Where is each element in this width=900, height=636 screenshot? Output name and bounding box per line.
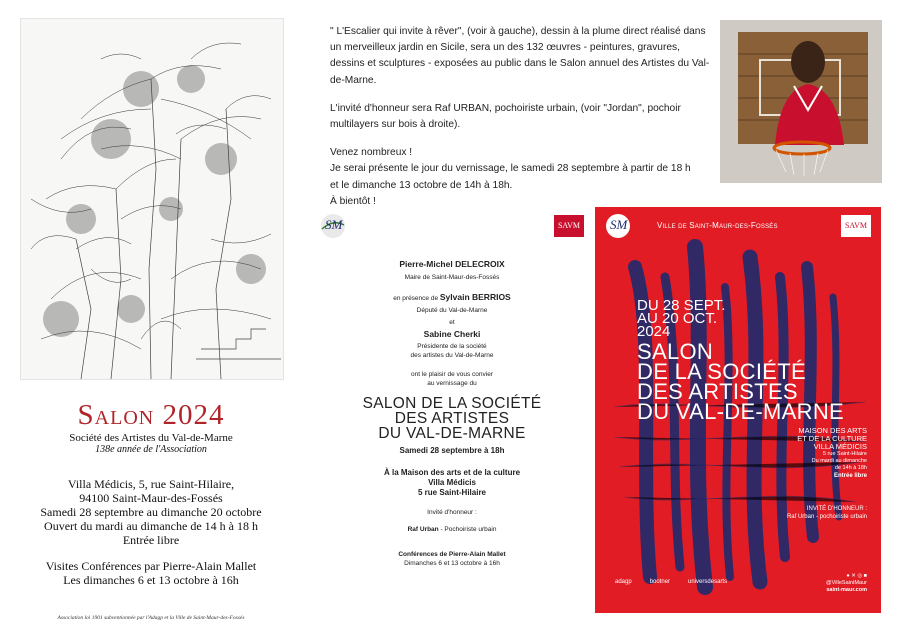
- guest1-name: Sylvain BERRIOS: [439, 292, 511, 302]
- dates-line: Samedi 28 septembre au dimanche 20 octobre: [40, 505, 262, 519]
- host-name: Pierre-Michel DELECROIX: [399, 259, 505, 269]
- escalier-sketch-image: [20, 18, 284, 380]
- guest2-role2: des artistes du Val-de-Marne: [410, 352, 494, 359]
- guest2-name: Sabine Cherki: [423, 329, 481, 339]
- social-icons: [826, 573, 867, 580]
- poster-venue: MAISON DES ARTS ET DE LA CULTURE VILLA MÉDICIS 5 rue Saint-Hilaire Du mardi au dimanche de 14h à 18h Entrée libre: [797, 426, 867, 479]
- jordan-artwork: [720, 20, 882, 183]
- poster-sponsors: [615, 579, 727, 585]
- instagram-icon: ◎: [857, 573, 863, 579]
- facebook-icon: ●: [846, 573, 850, 579]
- conference-line2: Dimanches 6 et 13 octobre à 16h: [404, 560, 500, 567]
- sm-logo: SM: [316, 213, 350, 239]
- presence-line: [310, 293, 594, 303]
- event-title: SALON DE LA SOCIÉTÉ DES ARTISTES DU VAL-DE-MARNE: [362, 395, 542, 442]
- salon-2024-card: [34, 395, 268, 623]
- sponsor-bootner: bootner: [649, 579, 671, 585]
- poster-savm-logo: SAVM: [841, 215, 871, 237]
- event-place: À la Maison des arts et de la culture Villa Médicis 5 rue Saint-Hilaire: [383, 468, 521, 497]
- salon-anniversary: 138e année de l'Association: [95, 444, 207, 455]
- visits-line: Visites Conférences par Pierre-Alain Mallet: [45, 559, 257, 573]
- invite-line1: ont le plaisir de vous convier: [410, 371, 493, 378]
- sponsor-adagp: adagp: [615, 579, 632, 585]
- paragraph-venez: Venez nombreux !: [330, 147, 413, 159]
- savm-logo: SAVM: [554, 215, 584, 237]
- entry-line: Entrée libre: [122, 533, 180, 547]
- visit-dates-line: Les dimanches 6 et 13 octobre à 16h: [63, 573, 239, 587]
- honour-role: - Pochoiriste urbain: [440, 526, 497, 533]
- poster-dates: DU 28 SEPT. AU 20 OCT. 2024: [637, 297, 726, 340]
- invite-line2: au vernissage du: [427, 380, 477, 387]
- x-icon: ✕: [851, 573, 856, 579]
- paragraph-invite: L'invité d'honneur sera Raf URBAN, pochoiriste urbain, (voir "Jordan", pochoir multilayers sur bois à droite).: [330, 102, 681, 131]
- host-role: Maire de Saint-Maur-des-Fossés: [404, 274, 500, 281]
- announcement-text: [330, 24, 710, 210]
- poster-city: Ville de Saint-Maur-des-Fossés: [657, 221, 778, 230]
- line-vernissage: Je serai présente le jour du vernissage, le samedi 28 septembre à partir de 18 h: [330, 163, 691, 175]
- poster-title: SALON DE LA SOCIÉTÉ DES ARTISTES DU VAL-DE-MARNE: [637, 339, 845, 424]
- guest2-role1: Présidente de la société: [417, 343, 487, 350]
- vernissage-invitation: [310, 207, 594, 613]
- salon-title: Salon 2024: [77, 399, 225, 431]
- event-date: Samedi 28 septembre à 18h: [399, 446, 505, 455]
- line-bientot: À bientôt !: [330, 195, 376, 207]
- poster-honour: INVITÉ D'HONNEUR : Raf Urban - pochoiriste urbain: [786, 506, 867, 520]
- jordan-stencil-image: [720, 20, 882, 183]
- sketch-drawing: [21, 19, 283, 379]
- salon-poster: [595, 207, 881, 613]
- line-dimanche: et le dimanche 13 octobre de 14h à 18h.: [330, 179, 513, 191]
- salon-subtitle: Société des Artistes du Val-de-Marne: [69, 432, 233, 444]
- hours-line: Ouvert du mardi au dimanche de 14 h à 18 h: [44, 519, 258, 533]
- poster-sm-logo: SM: [601, 213, 635, 239]
- and-line: et: [449, 319, 455, 326]
- sponsor-univers: universdesarts: [688, 579, 728, 585]
- honour-label: Invité d'honneur :: [427, 509, 477, 516]
- guest1-role: Député du Val-de-Marne: [416, 307, 488, 314]
- venue-line: Villa Médicis, 5, rue Saint-Hilaire,: [67, 477, 235, 491]
- presence-text: en présence de: [393, 295, 439, 302]
- honour-name: Raf Urban: [407, 526, 439, 533]
- left-card-footer: Association loi 1901 subventionnée par l'Adagp et la Ville de Saint-Maur-des-Fossés: [57, 615, 245, 621]
- honour-line: [310, 525, 594, 534]
- poster-social: ● ✕ ◎ ■ @VilleSaintMaur saint-maur.com: [826, 573, 867, 593]
- city-line: 94100 Saint-Maur-des-Fossés: [79, 491, 223, 505]
- linkedin-icon: ■: [863, 573, 867, 579]
- paragraph-escalier: " L'Escalier qui invite à rêver", (voir à gauche), dessin à la plume direct réalisé dans un merveilleux jardin en Sicile, sera un des 132 œuvres - peintures, gravures, dessins et sculptures - exposées au public dans le Salon annuel des Artistes du Val-de-Marne.: [330, 26, 710, 86]
- conference-line1: Conférences de Pierre-Alain Mallet: [398, 551, 506, 558]
